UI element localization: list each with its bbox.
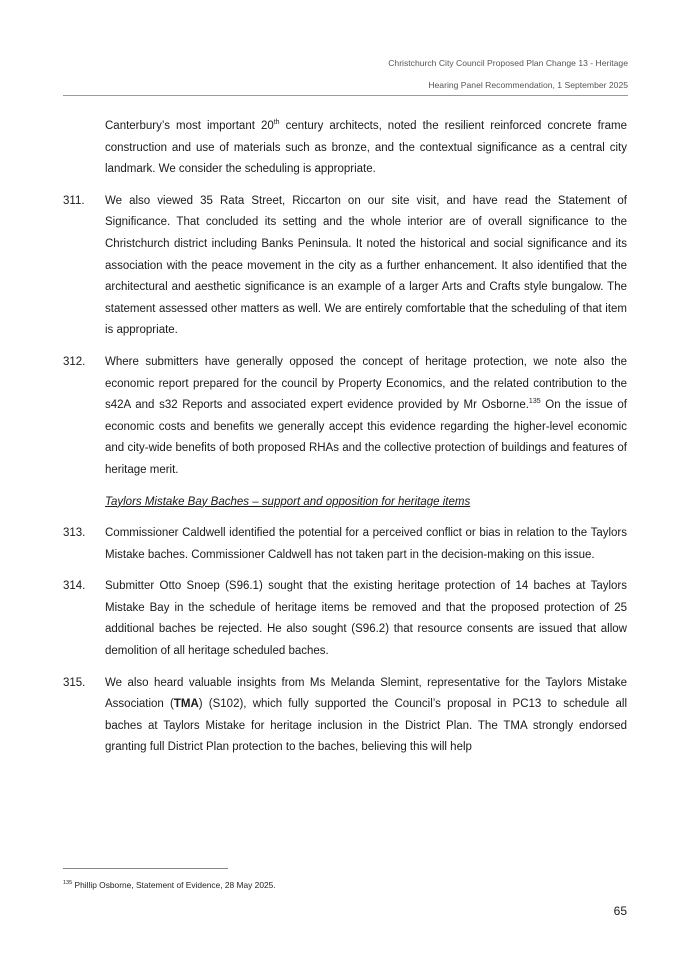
bold-abbreviation: TMA [173, 698, 199, 711]
paragraph-text: We also heard valuable insights from Ms Melanda Slemint, representative for the Taylors Mistake Association (TMA) (S102), which fully supported the Council’s proposal in PC13 to schedule all baches at Taylors Mistake for heritage inclusion in the District Plan. The TMA strongly endorsed granting full District Plan protection to the baches, believing this will help [105, 676, 628, 754]
paragraph-number: 313. [63, 527, 86, 540]
paragraph-text: We also viewed 35 Rata Street, Riccarton on our site visit, and have read the Statement of Significance. That concluded its setting and the whole interior are of overall significance to the Christchurch district including Banks Peninsula. It noted the historical and social significance and its association with the peace movement in the city as a further enhancement. It also identified that the architectural and aesthetic significance is an example of a larger Arts and Crafts style bungalow. The statement assessed other matters as well. We are entirely comfortable that the scheduling of that item is appropriate. [105, 194, 627, 337]
paragraph-text: Commissioner Caldwell identified the potential for a perceived conflict or bias in relation to the Taylors Mistake baches. Commissioner Caldwell has not taken part in the decision-making on this issue. [105, 527, 627, 561]
paragraph-text: Where submitters have generally opposed the concept of heritage protection, we note also the economic report prepared for the council by Property Economics, and the related contribution to the s42A and s32 Reports and associated expert evidence provided by Mr Osborne.$^{135}$ On the issue of economic costs and benefits we generally accept this evidence regarding the higher-level economic and city-wide benefits of both proposed RHAs and the collective protection of buildings and features of heritage merit. [105, 355, 627, 476]
paragraph-number: 315. [63, 676, 86, 689]
footnote-number: 135 [63, 880, 73, 887]
paragraph-number: 314. [63, 580, 86, 593]
paragraph-text: Submitter Otto Snoep (S96.1) sought that the existing heritage protection of 14 baches at Taylors Mistake Bay in the schedule of heritage items be removed and that the proposed protection of 25 additional baches be rejected. He also sought (S96.2) that resource consents are issued that allow demolition of all heritage scheduled baches. [105, 580, 627, 658]
header-rule [63, 95, 628, 96]
paragraph-number: 312. [63, 355, 86, 368]
continued-paragraph: Canterbury’s most important 20th century architects, noted the resilient reinforced concrete frame construction and use of materials such as bronze, and the contextual significance as a central city landmark. We consider the scheduling is appropriate. [105, 119, 627, 176]
paragraph-315 [63, 673, 627, 759]
document-body [63, 116, 627, 769]
section-heading: Taylors Mistake Bay Baches – support and opposition for heritage items [105, 495, 471, 508]
footnote-reference[interactable]: 135 [528, 398, 541, 406]
footnote-135 [63, 880, 276, 890]
running-header [388, 52, 628, 96]
paragraph-314 [63, 576, 627, 662]
paragraph-313 [63, 523, 627, 566]
superscript-th: th [273, 119, 280, 127]
header-document-title: Christchurch City Council Proposed Plan Change 13 - Heritage [388, 58, 628, 68]
header-document-subtitle: Hearing Panel Recommendation, 1 September 2025 [428, 80, 628, 90]
paragraph-312 [63, 352, 627, 482]
paragraph-number: 311. [63, 194, 85, 207]
page-number: 65 [613, 904, 627, 918]
paragraph-311 [63, 191, 627, 342]
footnote-text: Phillip Osborne, Statement of Evidence, 28 May 2025. [72, 880, 276, 890]
footnote-separator [63, 868, 228, 869]
